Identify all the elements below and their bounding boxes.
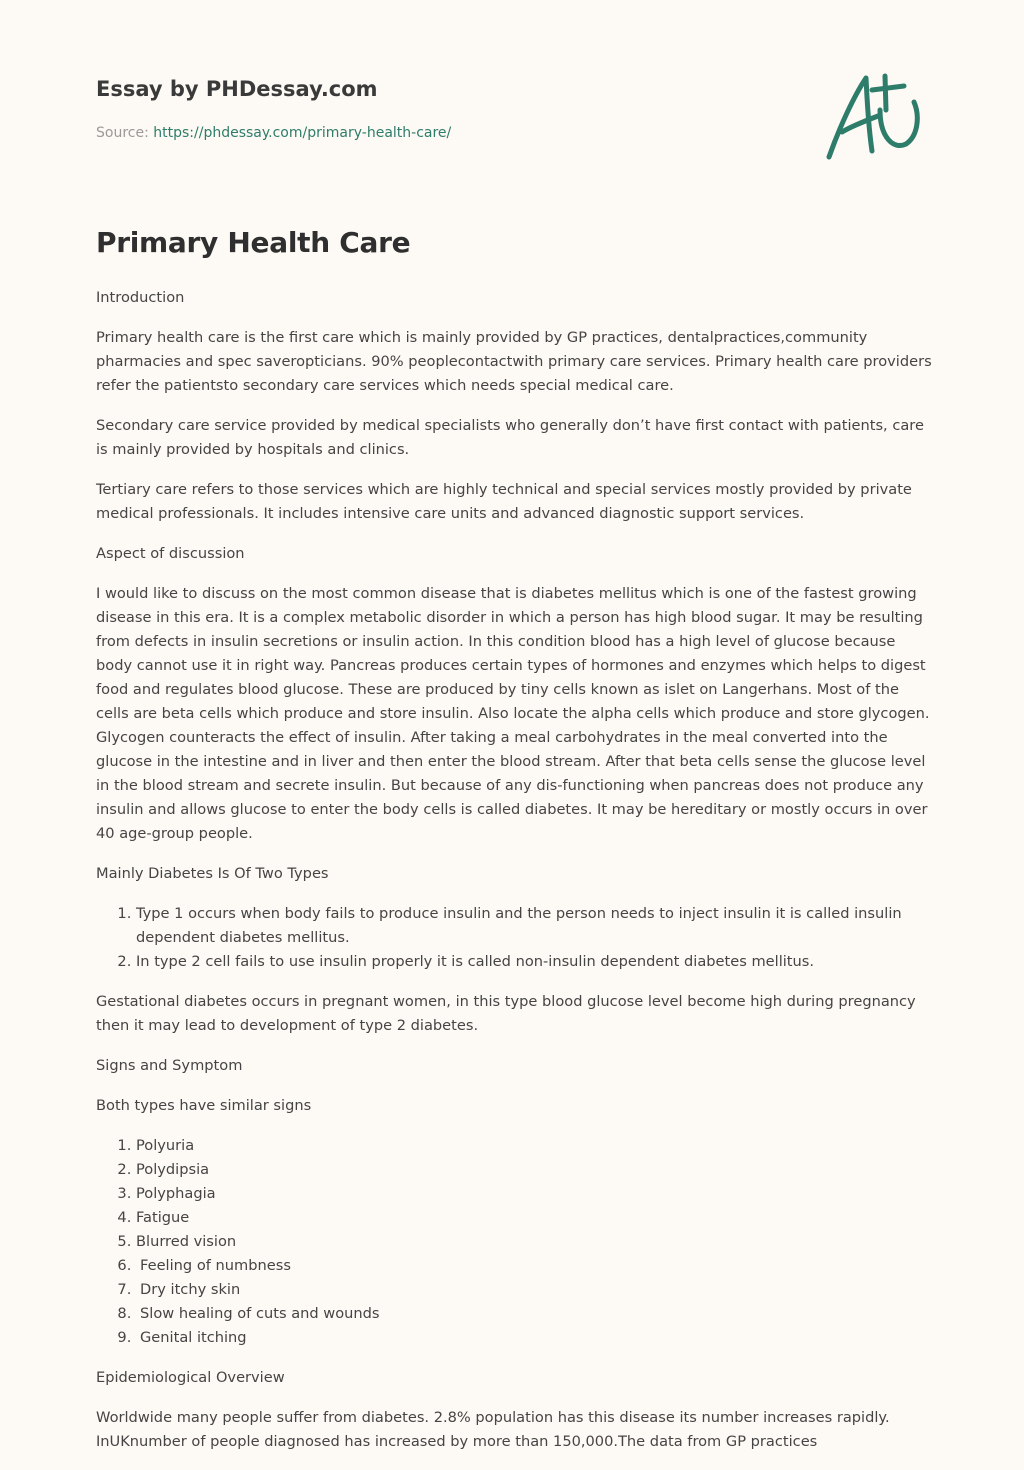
list-item: 1. Type 1 occurs when body fails to produce insulin and the person needs to inject insulin it is called insulin dependent diabetes mellitus. xyxy=(136,902,932,950)
paragraph: Gestational diabetes occurs in pregnant women, in this type blood glucose level become high during pregnancy then it may lead to development of type 2 diabetes. xyxy=(96,993,916,1034)
essay-body xyxy=(96,286,932,1470)
paragraph: Primary health care is the first care which is mainly provided by GP practices, dentalpractices,community pharmacies and spec saveropticians. 90% peoplecontactwith primary care services. Primary health care providers refer the patientsto secondary care services which needs special medical care. xyxy=(96,329,932,394)
list-item: 2. Polydipsia xyxy=(136,1158,932,1182)
paragraph: Secondary care service provided by medical specialists who generally don’t have first contact with patients, care is mainly provided by hospitals and clinics. xyxy=(96,417,924,458)
paragraph: Tertiary care refers to those services which are highly technical and special services mostly provided by private medical professionals. It includes intensive care units and advanced diagnostic support services. xyxy=(96,481,912,522)
essay-title: Primary Health Care xyxy=(96,226,411,259)
paragraph: Worldwide many people suffer from diabetes. 2.8% population has this disease its number increases rapidly. InUKnumber of people diagnosed has increased by more than 150,000.The data from GP practices xyxy=(96,1409,890,1450)
section-heading-signs: Signs and Symptom xyxy=(96,1057,243,1074)
source-link[interactable]: https://phdessay.com/primary-health-care/ xyxy=(153,125,452,141)
source-label: Source: xyxy=(96,125,154,141)
list-item: 3. Polyphagia xyxy=(136,1182,932,1206)
source-line xyxy=(96,125,451,141)
section-heading-introduction: Introduction xyxy=(96,289,185,306)
list-item: 2. In type 2 cell fails to use insulin properly it is called non-insulin dependent diabetes mellitus. xyxy=(136,950,932,974)
list-item: 6. Feeling of numbness xyxy=(136,1254,932,1278)
signs-list xyxy=(96,1134,932,1350)
list-item: 4. Fatigue xyxy=(136,1206,932,1230)
list-item: 9. Genital itching xyxy=(136,1326,932,1350)
list-item: 8. Slow healing of cuts and wounds xyxy=(136,1302,932,1326)
section-heading-aspect: Aspect of discussion xyxy=(96,545,245,562)
list-item: 7. Dry itchy skin xyxy=(136,1278,932,1302)
list-item: 1. Polyuria xyxy=(136,1134,932,1158)
section-heading-epidemiology: Epidemiological Overview xyxy=(96,1369,285,1386)
paragraph: Both types have similar signs xyxy=(96,1097,312,1114)
list-item: 5. Blurred vision xyxy=(136,1230,932,1254)
paragraph: I would like to discuss on the most common disease that is diabetes mellitus which is one of the fastest growing disease in this era. It is a complex metabolic disorder in which a person has high blood sugar. It may be resulting from defects in insulin secretions or insulin action. In this condition blood has a high level of glucose because body cannot use it in right way. Pancreas produces certain types of hormones and enzymes which helps to digest food and regulates blood glucose. These are produced by tiny cells known as islet on Langerhans. Most of the cells are beta cells which produce and store insulin. Also locate the alpha cells which produce and store glycogen. Glycogen counteracts the effect of insulin. After taking a meal carbohydrates in the meal converted into the glucose in the intestine and in liver and then enter the blood stream. After that beta cells sense the glucose level in the blood stream and secrete insulin. But because of any dis-functioning when pancreas does not produce any insulin and allows glucose to enter the body cells is called diabetes. It may be hereditary or mostly occurs in over 40 age-group people. xyxy=(96,585,930,842)
a-plus-logo-icon xyxy=(820,66,930,166)
section-heading-types: Mainly Diabetes Is Of Two Types xyxy=(96,865,329,882)
site-brand: Essay by PHDessay.com xyxy=(96,77,378,101)
diabetes-types-list xyxy=(96,902,932,974)
